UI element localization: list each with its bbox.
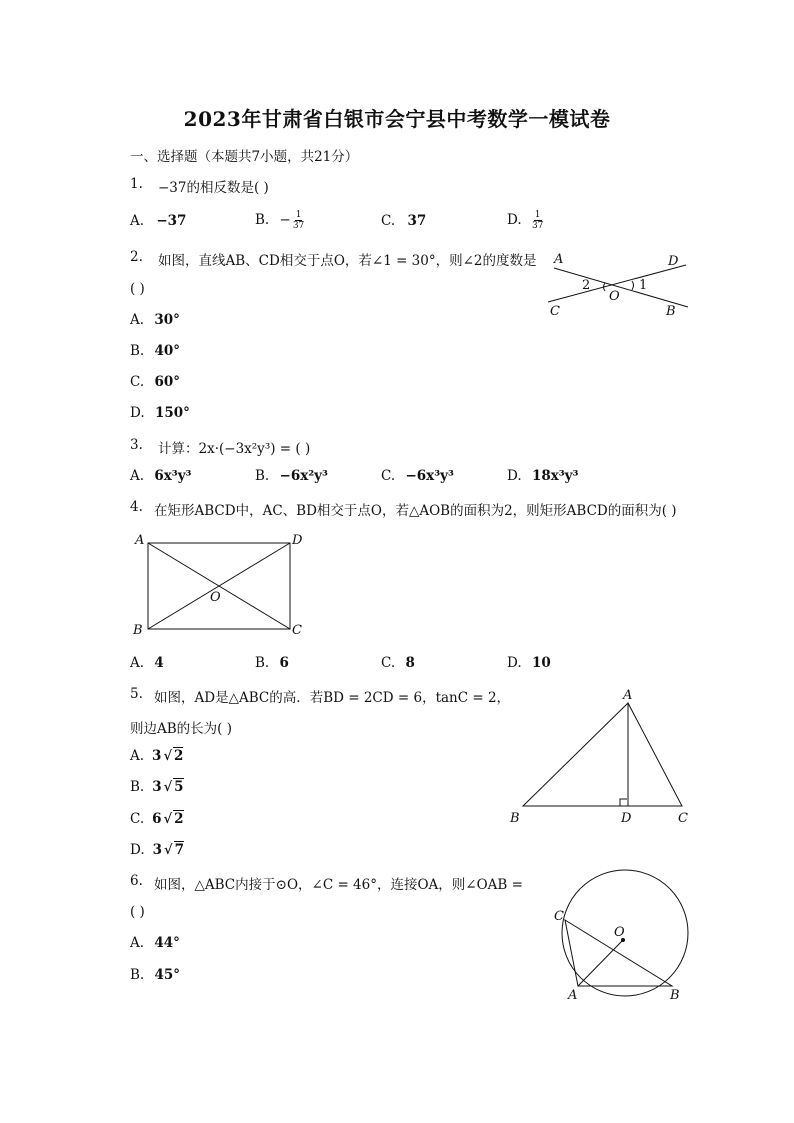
- option-label: B.: [130, 343, 145, 359]
- option-sign: −: [279, 212, 291, 228]
- label-O: O: [614, 925, 625, 940]
- option-label: C.: [381, 213, 396, 229]
- q1-option-d: [507, 210, 543, 231]
- option-value: 4: [154, 655, 164, 671]
- q4-number: 4.: [130, 499, 143, 515]
- sqrt-symbol: √: [163, 749, 172, 764]
- option-value: −6x²y³: [279, 468, 328, 484]
- q4-option-c: [381, 655, 415, 671]
- q4-stem: 在矩形ABCD中，AC、BD相交于点O，若△AOB的面积为2，则矩形ABCD的面积为( ): [154, 503, 677, 519]
- triangle-ABC: [523, 703, 682, 806]
- label-A: A: [135, 533, 145, 548]
- radicand: 2: [174, 811, 184, 827]
- option-label: D.: [507, 468, 522, 484]
- coefficient: 3: [152, 842, 163, 858]
- option-label: A.: [130, 468, 145, 484]
- angle-1-arc: [632, 281, 634, 290]
- q6-number: 6.: [130, 873, 143, 889]
- fraction: [532, 210, 543, 231]
- q5-option-a: [130, 748, 183, 764]
- option-label: C.: [130, 374, 145, 390]
- option-label: D.: [507, 655, 522, 671]
- label-A: A: [623, 688, 633, 703]
- q5-option-b: [130, 779, 184, 795]
- option-value: 30°: [154, 312, 180, 328]
- fraction: [293, 210, 304, 231]
- option-label: C.: [381, 655, 396, 671]
- q6-figure-inscribed-triangle: [550, 870, 700, 1010]
- option-label: A.: [130, 935, 145, 951]
- option-label: B.: [130, 967, 145, 983]
- q2-option-a: [130, 312, 180, 328]
- label-A: A: [568, 988, 578, 1003]
- radicand: 7: [174, 842, 184, 858]
- q5-option-c: [130, 811, 184, 827]
- option-value: 6: [279, 655, 289, 671]
- option-value: −37: [156, 213, 187, 229]
- q3-stem: 计算：2x·(−3x²y³) = ( ): [158, 441, 311, 457]
- q1-stem: −37的相反数是( ): [158, 180, 269, 196]
- q6-option-b: [130, 967, 180, 983]
- option-label: A.: [130, 312, 145, 328]
- option-value: 44°: [154, 935, 180, 951]
- option-value: 40°: [154, 343, 181, 359]
- label-C: C: [678, 811, 688, 826]
- q2-option-c: [130, 374, 180, 390]
- label-one: 1: [639, 278, 648, 293]
- option-label: A.: [130, 748, 145, 764]
- radicand: 2: [174, 748, 184, 764]
- q2-option-d: [130, 405, 190, 421]
- q1-option-a: [130, 213, 186, 229]
- coefficient: 6: [152, 811, 162, 827]
- option-label: D.: [130, 842, 145, 858]
- option-value: 18x³y³: [531, 468, 579, 484]
- sqrt-symbol: √: [163, 812, 173, 827]
- sqrt-symbol: √: [164, 843, 173, 858]
- option-label: B.: [255, 468, 270, 484]
- label-O: O: [609, 289, 620, 304]
- q5-figure-triangle: [505, 685, 705, 825]
- q1-option-b: [255, 210, 304, 231]
- denominator: 37: [531, 221, 544, 231]
- page-title: 2023年甘肃省白银市会宁县中考数学一模试卷: [183, 107, 611, 131]
- option-value: 37: [407, 213, 427, 229]
- q6-option-a: [130, 935, 180, 951]
- q6-stem: 如图，△ABC内接于⊙O，∠C = 46°，连接OA，则∠OAB =: [154, 877, 523, 893]
- q4-option-b: [255, 655, 289, 671]
- label-C: C: [550, 304, 560, 319]
- label-D: D: [621, 811, 632, 826]
- label-B: B: [670, 988, 680, 1003]
- option-label: D.: [507, 212, 522, 228]
- option-value: 60°: [154, 374, 180, 390]
- coefficient: 3: [152, 748, 162, 764]
- q2-number: 2.: [130, 249, 143, 265]
- option-label: B.: [130, 779, 145, 795]
- label-C: C: [554, 909, 564, 924]
- option-value: −6x³y³: [405, 468, 454, 484]
- option-value: 45°: [154, 967, 181, 983]
- option-label: A.: [130, 655, 145, 671]
- q3-number: 3.: [130, 437, 143, 453]
- q4-option-a: [130, 655, 164, 671]
- label-B: B: [510, 811, 520, 826]
- circle-O: [562, 870, 688, 996]
- q4-option-d: [507, 655, 551, 671]
- q3-option-b: [255, 468, 328, 484]
- q1-option-c: [381, 213, 426, 229]
- label-B: B: [133, 623, 143, 638]
- q5-number: 5.: [130, 686, 143, 702]
- numerator: 1: [295, 210, 302, 220]
- option-label: B.: [255, 212, 270, 228]
- label-C: C: [292, 623, 302, 638]
- label-D: D: [668, 254, 679, 269]
- option-label: C.: [130, 811, 145, 827]
- label-B: B: [666, 304, 676, 319]
- radius-OA: [578, 940, 623, 986]
- q4-figure-rectangle: [130, 530, 310, 642]
- label-A: A: [554, 252, 564, 267]
- coefficient: 3: [152, 779, 162, 795]
- q5-stem: 如图，AD是△ABC的高．若BD = 2CD = 6，tanC = 2，: [154, 690, 511, 706]
- denominator: 37: [292, 221, 305, 231]
- q1-number: 1.: [130, 176, 143, 192]
- option-label: B.: [255, 655, 270, 671]
- q3-option-d: [507, 468, 578, 484]
- label-O: O: [210, 590, 221, 605]
- q2-stem: 如图，直线AB、CD相交于点O，若∠1 = 30°，则∠2的度数是: [158, 253, 537, 269]
- radicand: 5: [174, 779, 184, 795]
- numerator: 1: [534, 210, 541, 220]
- q6-stem-continued: ( ): [130, 904, 145, 920]
- option-value: 8: [405, 655, 415, 671]
- q2-figure-intersecting-lines: [540, 250, 700, 322]
- option-value: 150°: [154, 405, 190, 421]
- right-angle-mark: [620, 799, 627, 806]
- line-AB: [554, 268, 688, 307]
- q3-option-a: [130, 468, 191, 484]
- section-heading: 一、选择题（本题共7小题，共21分）: [130, 149, 359, 165]
- q2-option-b: [130, 343, 180, 359]
- q5-stem-continued: 则边AB的长为( ): [130, 721, 232, 737]
- option-value: 6x³y³: [154, 468, 192, 484]
- q2-stem-continued: ( ): [130, 281, 145, 297]
- label-two: 2: [582, 278, 591, 293]
- sqrt-symbol: √: [163, 780, 173, 795]
- option-label: C.: [381, 468, 396, 484]
- option-value: 10: [531, 655, 551, 671]
- option-label: D.: [130, 405, 145, 421]
- q5-option-d: [130, 842, 184, 858]
- label-D: D: [292, 533, 303, 548]
- q3-option-c: [381, 468, 454, 484]
- option-label: A.: [130, 213, 145, 229]
